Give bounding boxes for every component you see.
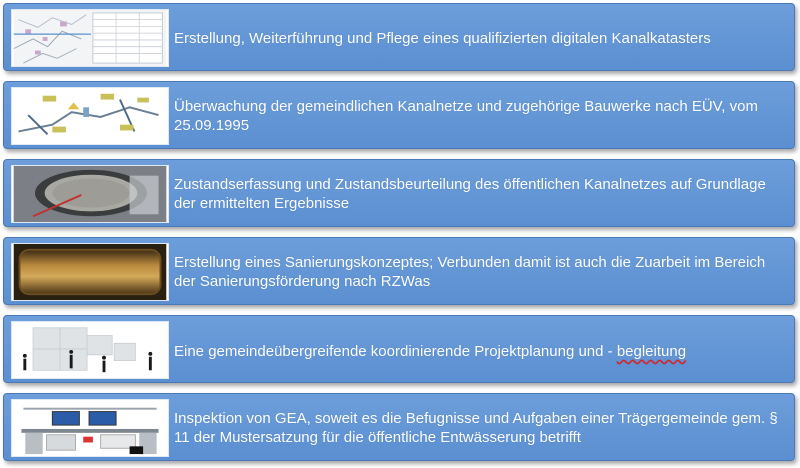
list-item — [3, 159, 795, 227]
list-item — [3, 315, 795, 383]
cadastre-map-icon — [11, 9, 169, 67]
list-item-text — [174, 342, 788, 361]
list-item — [3, 81, 795, 149]
text-main: Eine gemeindeübergreifende koordinierende Projektplanung und - — [174, 343, 617, 360]
pipe-interior-photo-icon — [11, 243, 169, 301]
list-item-text: Erstellung eines Sanierungskonzeptes; Verbunden damit ist auch die Zuarbeit im Bereich der Sanierungsförderung nach RZWas — [174, 254, 766, 290]
list-item-text: Zustandserfassung und Zustandsbeurteilung des öffentlichen Kanalnetzes auf Grundlage der ermittelten Ergebnisse — [174, 176, 766, 212]
manhole-photo-icon — [11, 165, 169, 223]
spellcheck-underlined-word: begleitung — [616, 343, 687, 360]
list-item-text: Erstellung, Weiterführung und Pflege eines qualifizierten digitalen Kanalkatasters — [174, 30, 711, 47]
list-item — [3, 237, 795, 305]
sewer-network-diagram-icon — [11, 87, 169, 145]
lab-workstation-icon — [11, 399, 169, 457]
list-item-text: Inspektion von GEA, soweit es die Befugnisse und Aufgaben einer Trägergemeinde gem. § 11 der Mustersatzung für die öffentliche Entwässerung betrifft — [174, 410, 778, 446]
list-item — [3, 3, 795, 71]
list-item-text: Überwachung der gemeindlichen Kanalnetze und zugehörige Bauwerke nach EÜV, vom 25.09.1995 — [174, 98, 758, 134]
teamwork-puzzle-icon — [11, 321, 169, 379]
list-item — [3, 393, 795, 461]
